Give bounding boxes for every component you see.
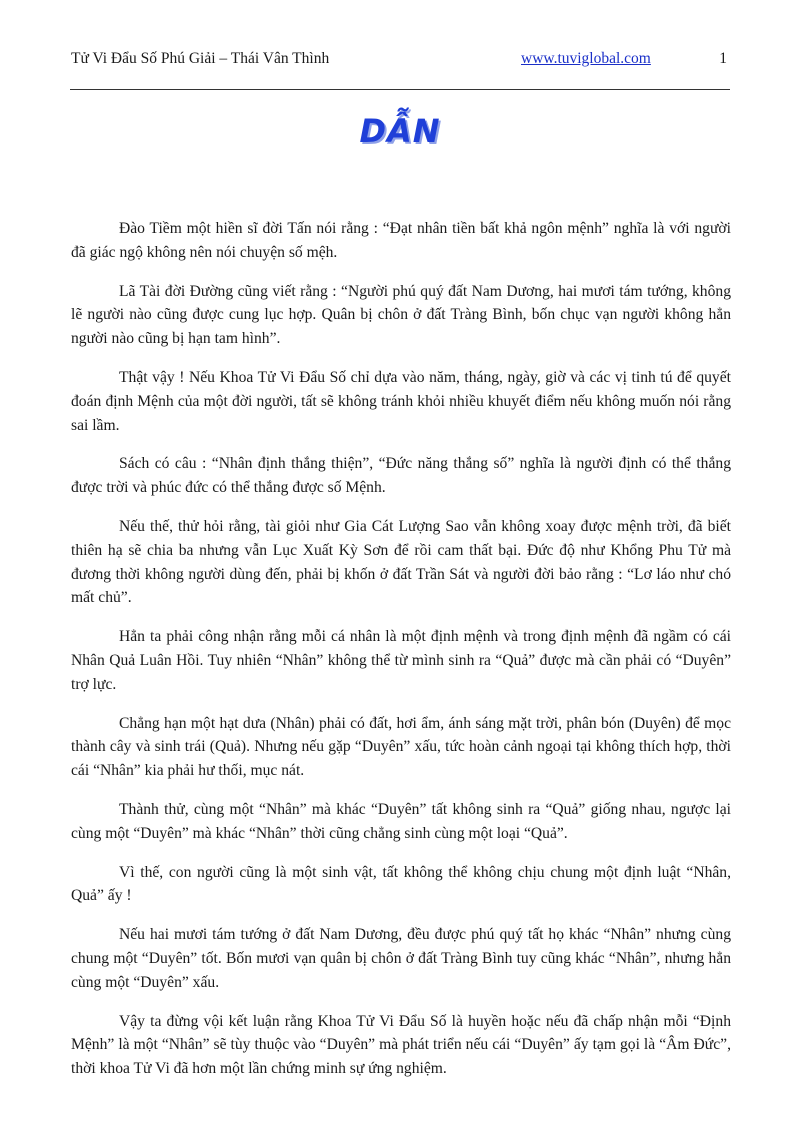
paragraph: Nếu hai mươi tám tướng ở đất Nam Dương, đều được phú quý tất họ khác “Nhân” nhưng cùng chung một “Duyên” tốt. Bốn mươi vạn quân bị chôn ở đất Tràng Bình tuy cũng khác “Nhân”, nhưng hẳn cùng một “Duyên” xấu. bbox=[71, 926, 731, 991]
body-text bbox=[71, 217, 731, 1096]
page-number: 1 bbox=[719, 50, 727, 67]
paragraph: Hẳn ta phải công nhận rằng mỗi cá nhân là một định mệnh và trong định mệnh đã ngầm có cái Nhân Quả Luân Hồi. Tuy nhiên “Nhân” không thể từ mình sinh ra “Quả” được mà cần phải có “Duyên” trợ lực. bbox=[71, 628, 731, 693]
website-link[interactable]: www.tuviglobal.com bbox=[521, 50, 651, 67]
paragraph: Vì thế, con người cũng là một sinh vật, tất không thể không chịu chung một định luật “Nhân, Quả” ấy ! bbox=[71, 863, 731, 905]
paragraph: Thật vậy ! Nếu Khoa Tử Vi Đẩu Số chỉ dựa vào năm, tháng, ngày, giờ và các vị tinh tú để quyết đoán định Mệnh của một đời người, tất sẽ không tránh khỏi nhiều khuyết điểm nếu không muốn nói rằng sai lầm. bbox=[71, 368, 731, 434]
paragraph: Đào Tiềm một hiền sĩ đời Tấn nói rằng : “Đạt nhân tiền bất khả ngôn mệnh” nghĩa là với người đã giác ngộ không nên nói chuyện số mệh. bbox=[71, 220, 731, 261]
paragraph: Sách có câu : “Nhân định thắng thiện”, “Đức năng thắng số” nghĩa là người định có thể thắng được trời và phúc đức có thể thắng được số Mệnh. bbox=[71, 455, 731, 497]
paragraph: Vậy ta đừng vội kết luận rằng Khoa Tử Vi Đẩu Số là huyền hoặc nếu đã chấp nhận mỗi “Định Mệnh” là một “Nhân” sẽ tùy thuộc vào “Duyên” mà phát triển nếu cái “Duyên” ấy tạm gọi là “Âm Đức”, thời khoa Tử Vi đã hơn một lần chứng minh sự ứng nghiệm. bbox=[71, 1012, 731, 1078]
paragraph: Nếu thế, thử hỏi rằng, tài giỏi như Gia Cát Lượng Sao vẫn không xoay được mệnh trời, đã biết thiên hạ sẽ chia ba nhưng vẫn Lục Xuất Kỳ Sơn để rồi cam thất bại. Đức độ như Khổng Phu Tử mà đương thời không người dùng đến, phải bị khốn ở đất Trần Sát và người đời bảo rằng : “Lơ láo như chó mất chủ”. bbox=[71, 517, 731, 607]
header-divider bbox=[70, 89, 730, 90]
header-title: Tử Vi Đẩu Số Phú Giải – Thái Vân Thình bbox=[71, 50, 330, 67]
page-header bbox=[71, 48, 731, 74]
paragraph: Thành thử, cùng một “Nhân” mà khác “Duyên” tất không sinh ra “Quả” giống nhau, ngược lại cùng một “Duyên” mà khác “Nhân” thời cũng chẳng sinh cùng một loại “Quả”. bbox=[71, 800, 731, 842]
paragraph: Lã Tài đời Đường cũng viết rằng : “Người phú quý đất Nam Dương, hai mươi tám tướng, không lẽ người nào cũng được cung lục hợp. Quân bị chôn ở đất Tràng Bình, bốn chục vạn người không hẳn người nào cũng bị hạn tam hình”. bbox=[71, 282, 731, 348]
page-title: DẪN bbox=[359, 112, 441, 150]
paragraph: Chẳng hạn một hạt dưa (Nhân) phải có đất, hơi ẩm, ánh sáng mặt trời, phân bón (Duyên) để mọc thành cây và sinh trái (Quả). Nhưng nếu gặp “Duyên” xấu, tức hoàn cảnh ngoại tại không thích hợp, thời cái “Nhân” kia phải hư thối, mục nát. bbox=[71, 714, 731, 780]
